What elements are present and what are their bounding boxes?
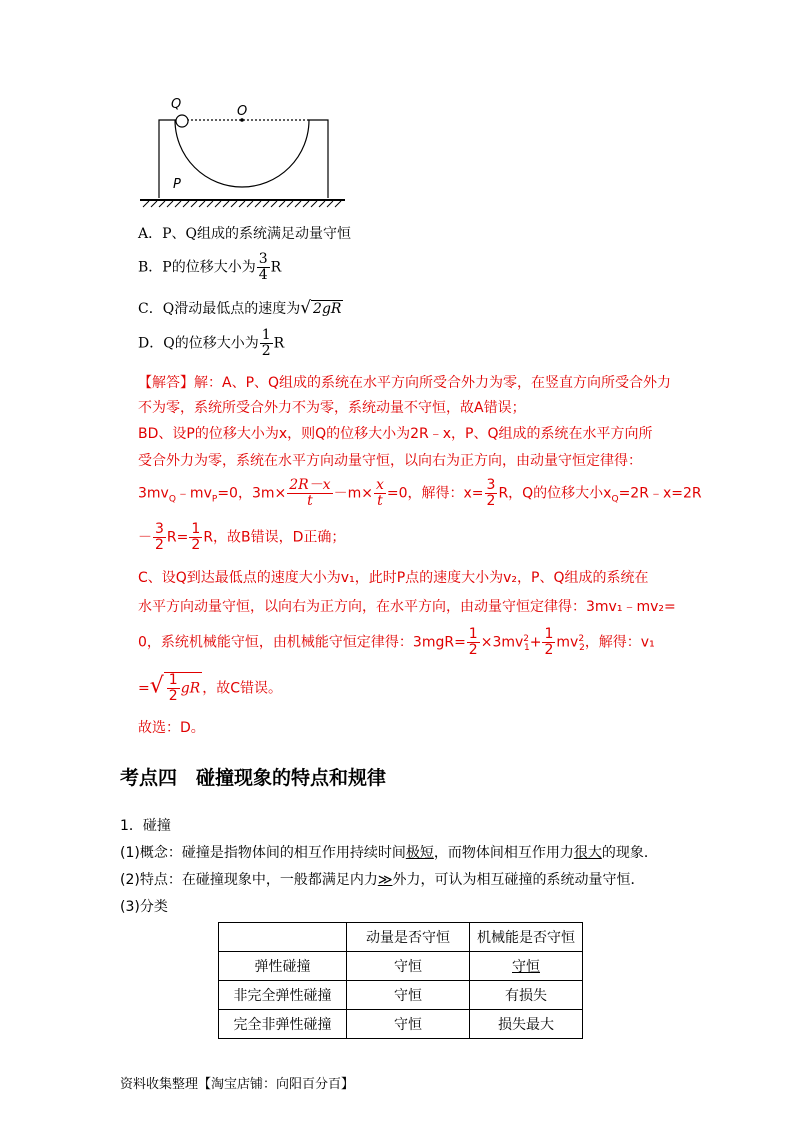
solution-line-4: 受合外力为零，系统在水平方向动量守恒，以向右为正方向，由动量守恒定律得： [138, 453, 642, 469]
text: ﹣mv [175, 485, 212, 502]
solution-line-3: BD、设P的位移大小为x，则Q的位移大小为2R﹣x，P、Q组成的系统在水平方向所 [138, 426, 653, 442]
text: R= [166, 529, 189, 546]
option-d [138, 328, 284, 359]
fraction [167, 673, 180, 704]
table-header-cell: 动量是否守恒 [347, 923, 470, 952]
solution-line-6 [138, 522, 345, 553]
numerator: 1 [544, 626, 554, 642]
table-cell: 非完全弹性碰撞 [219, 981, 347, 1010]
text: =0，解得：x= [386, 485, 484, 502]
table-cell: 守恒 [347, 1010, 470, 1039]
solution-line-11: 故选：D。 [138, 720, 205, 736]
classify-line: (3)分类 [120, 899, 168, 915]
label-q: Q [171, 97, 182, 112]
text: ，故C错误。 [202, 680, 282, 697]
table-row [219, 1010, 583, 1039]
footer: 资料收集整理【淘宝店铺：向阳百分百】 [120, 1077, 355, 1092]
denominator: 2 [191, 537, 201, 553]
numerator: 1 [261, 327, 271, 343]
option-d-prefix: D．Q的位移大小为 [138, 335, 259, 352]
subscript: Q [611, 494, 619, 505]
fraction [542, 627, 555, 658]
text: ×3mv [480, 634, 524, 651]
table-cell [470, 952, 583, 981]
text: (1)概念：碰撞是指物体间的相互作用持续时间 [120, 845, 406, 861]
numerator: x [375, 477, 384, 493]
text: gR [180, 680, 201, 697]
radicand: 2gR [313, 301, 342, 317]
solution-line-7: C、设Q到达最低点的速度大小为v₁，此时P点的速度大小为v₂，P、Q组成的系统在 [138, 570, 649, 586]
option-b-suffix: R [270, 259, 282, 276]
radical-sign: √ [149, 673, 164, 699]
denominator: t [307, 493, 313, 509]
text: － [138, 529, 152, 546]
fraction [467, 627, 480, 658]
label-p: P [173, 177, 181, 192]
underlined-text: 守恒 [512, 959, 540, 975]
track-figure [135, 95, 350, 215]
solution-line-1 [138, 372, 671, 392]
numerator: 3 [155, 521, 164, 537]
section-heading: 考点四 碰撞现象的特点和规律 [120, 767, 387, 789]
solution-line-9 [138, 627, 655, 658]
radical-sign: √ [300, 298, 312, 318]
subscript: 2 [579, 643, 585, 654]
denominator: 2 [486, 493, 496, 509]
numerator: 1 [468, 626, 478, 642]
numerator: 1 [191, 521, 201, 537]
fraction [287, 478, 332, 509]
denominator: 2 [544, 642, 554, 658]
text: 的现象． [601, 845, 658, 861]
text: R，故B错误，D正确； [203, 529, 346, 546]
label-o: O [237, 104, 248, 119]
table-header-cell [219, 923, 347, 952]
superscript: 2 [578, 633, 585, 644]
fraction [189, 522, 202, 553]
subscript: 1 [524, 643, 530, 654]
text: = [138, 680, 150, 697]
fraction [374, 478, 386, 509]
numerator: 3 [486, 477, 496, 493]
fraction [485, 478, 498, 509]
text: mv [556, 634, 579, 651]
numerator: 2R－x [289, 477, 331, 493]
denominator: 2 [468, 642, 478, 658]
fraction [153, 522, 166, 553]
table-header-cell: 机械能是否守恒 [470, 923, 583, 952]
text: R，Q的位移大小x [498, 485, 612, 502]
solution-text: 解：A、P、Q组成的系统在水平方向所受合外力为零，在竖直方向所受合外力 [194, 375, 672, 391]
denominator: 2 [155, 537, 164, 553]
subscript: P [211, 494, 218, 505]
subscript: Q [168, 494, 176, 505]
ball-q [176, 115, 188, 127]
block-p [159, 120, 328, 198]
denominator: 4 [258, 267, 268, 283]
option-c-prefix: C．Q滑动最低点的速度为 [138, 301, 301, 317]
solution-line-8: 水平方向动量守恒，以向右为正方向，在水平方向，由动量守恒定律得：3mv₁﹣mv₂= [138, 599, 676, 615]
text: ，而物体间相互作用力 [433, 845, 574, 861]
text: 3mv [138, 485, 169, 502]
denominator: 2 [261, 343, 271, 359]
ground [140, 200, 345, 207]
numerator: 1 [168, 672, 178, 688]
solution-line-10 [138, 672, 282, 704]
option-d-suffix: R [273, 335, 285, 352]
feature-line [120, 869, 645, 889]
text: ，解得：v₁ [584, 634, 655, 651]
text: 外力，可认为相互碰撞的系统动量守恒． [392, 872, 645, 888]
table-cell: 损失最大 [470, 1010, 583, 1039]
fraction [260, 328, 273, 359]
table-row [219, 952, 583, 981]
item-1: 1．碰撞 [120, 818, 171, 834]
table-row [219, 981, 583, 1010]
option-b [138, 252, 281, 283]
table-cell: 有损失 [470, 981, 583, 1010]
table-cell: 守恒 [347, 952, 470, 981]
fraction [257, 252, 270, 283]
solution-tag: 【解答】 [138, 375, 194, 391]
text: =0，3m× [217, 485, 287, 502]
denominator: t [377, 493, 383, 509]
underlined-text: ≫ [377, 872, 393, 888]
text: 0，系统机械能守恒，由机械能守恒定律得：3mgR= [138, 634, 466, 651]
option-b-prefix: B．P的位移大小为 [138, 259, 256, 276]
table-cell: 完全非弹性碰撞 [219, 1010, 347, 1039]
text: －m× [333, 485, 373, 502]
option-c [138, 298, 343, 318]
superscript: 2 [523, 633, 530, 644]
text: + [529, 634, 542, 651]
table-cell: 弹性碰撞 [219, 952, 347, 981]
concept-line [120, 842, 658, 862]
denominator: 2 [168, 688, 178, 704]
radicand [164, 672, 202, 704]
solution-line-5 [138, 478, 702, 509]
text: =2R﹣x=2R [618, 485, 702, 502]
underlined-text: 极短 [405, 845, 434, 861]
table-cell: 守恒 [347, 981, 470, 1010]
solution-line-2: 不为零，系统所受合外力不为零，系统动量不守恒，故A错误； [138, 400, 526, 416]
numerator: 3 [258, 251, 268, 267]
underlined-text: 很大 [573, 845, 602, 861]
collision-table [218, 922, 583, 1039]
table-header-row [219, 923, 583, 952]
option-a: A．P、Q组成的系统满足动量守恒 [138, 226, 352, 242]
text: (2)特点：在碰撞现象中，一般都满足内力 [120, 872, 378, 888]
